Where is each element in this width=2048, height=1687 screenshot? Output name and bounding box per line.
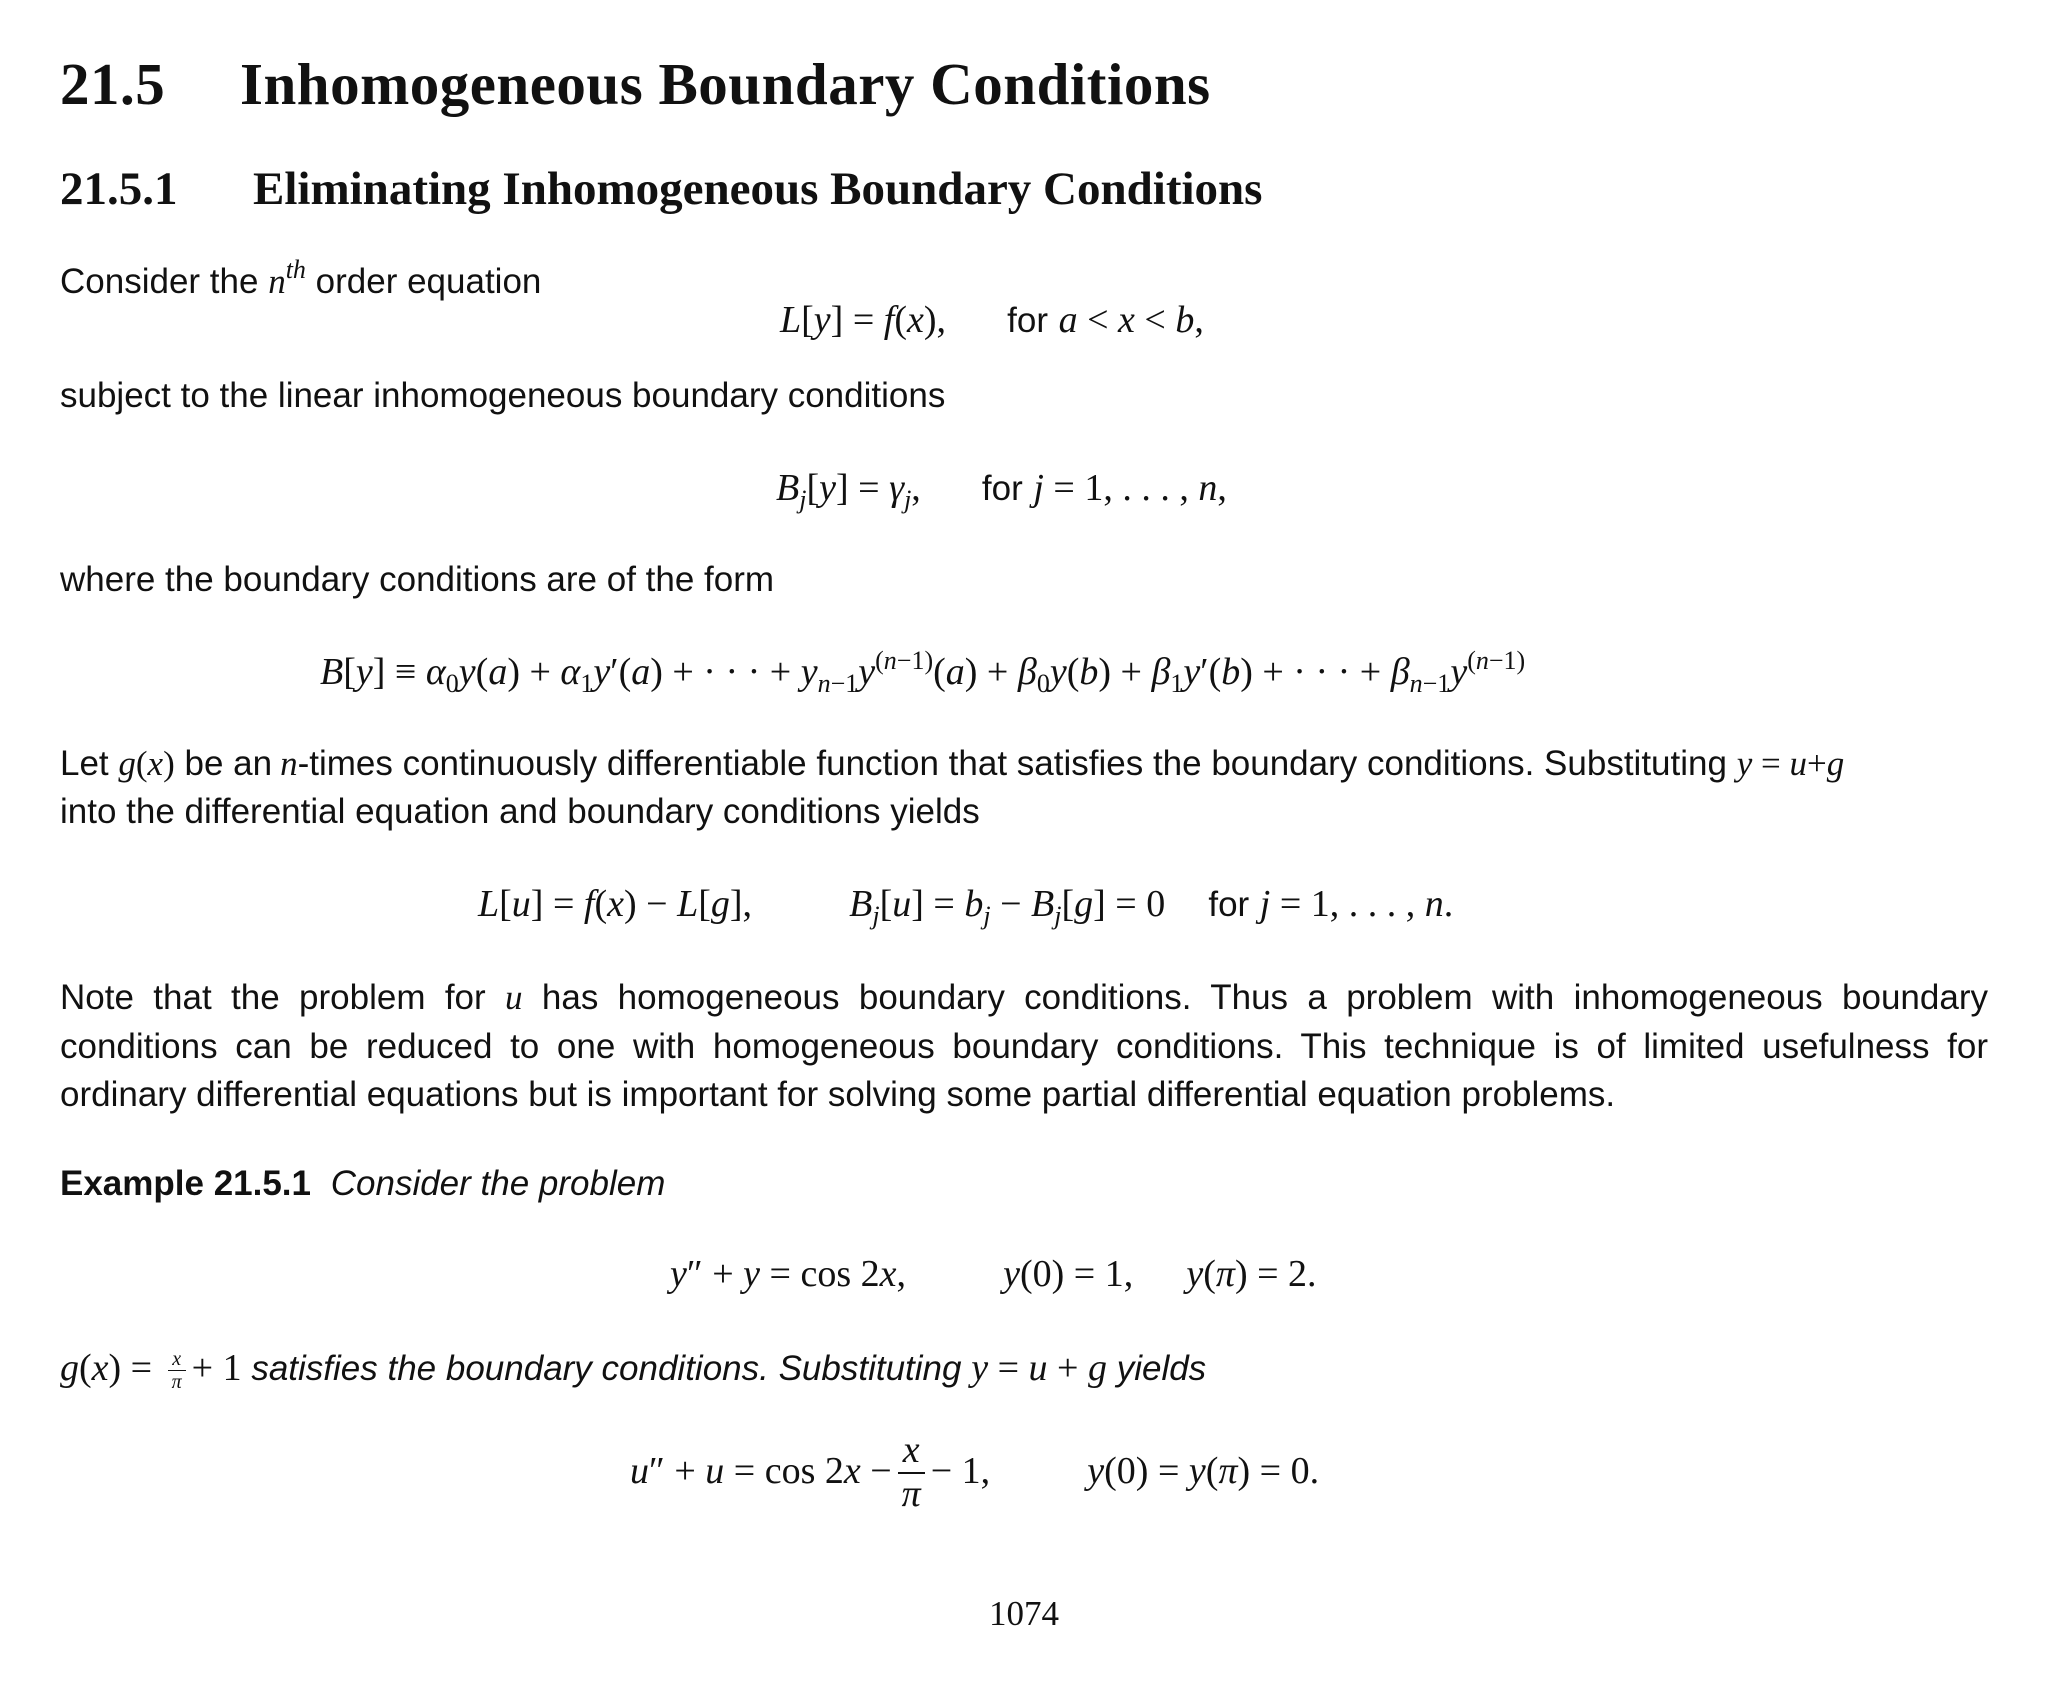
paragraph-consider: Consider the $n^{th}$ order equation [60,255,542,301]
equation-example-problem: y″ + y = cos 2x, y(0) = 1, y(π) = 2. [670,1253,1317,1295]
paragraph-where: where the boundary conditions are of the form [60,560,775,599]
subsection-title: Eliminating Inhomogeneous Boundary Conditions [253,163,1263,215]
equation-bc-form: $B[y] \equiv \alpha_0y(a) + \alpha_1y'(a)$ + · · · + $y_{n-1}y^{(n-1)}(a) + \beta_0y(b) + \beta_1y'(b)$ + · · · + $\beta_{n-1}y^{(n-1)}$ [320,646,1526,698]
example-label: Example 21.5.1 [60,1164,311,1203]
paragraph-note: Note that the problem for u has homogeneous boundary conditions. Thus a problem with inhomogeneous boundary conditions can be reduced to one with homogeneous boundary conditions. This technique is of limited usefulness for ordinary differential equations but is important for solving some partial differential equation problems. [60,978,1988,1114]
section-number: 21.5 [60,51,166,117]
page-number: 1074 [989,1594,1059,1633]
equation-boundary-conditions: $B_j[y] = \gamma_j$, for j = 1, . . . , n, [776,467,1227,514]
subsection-heading [60,162,1262,216]
section-title: Inhomogeneous Boundary Conditions [240,51,1211,117]
paragraph-let-line1: Let g(x) be an n-times continuously differentiable function that satisfies the boundary conditions. Substituting y = u+g [60,744,1845,783]
section-heading [60,50,1211,119]
example-heading: Example 21.5.1 Consider the problem [60,1164,666,1203]
paragraph-subject-to: subject to the linear inhomogeneous boundary conditions [60,376,946,415]
subsection-number: 21.5.1 [60,163,178,215]
equation-substituted: L[u] = f(x) − L[g], $B_j[u] = b_j - B_j[g] = 0$ for j = 1, . . . , n. [478,883,1454,930]
equation-example-reduced: u″ + u = cos 2x − $\frac{x}{\pi}$ − 1, y(0) = y(π) = 0. [630,1429,1320,1515]
equation-ode: L[y] = f(x), for a < x < b, [780,299,1204,341]
paragraph-let-line2: into the differential equation and boundary conditions yields [60,792,980,831]
paragraph-example-g: g(x) = $\frac{x}{\pi}$ + 1 satisfies the boundary conditions. Substituting y = u + g yields [60,1347,1207,1394]
document-page [60,0,1988,1687]
